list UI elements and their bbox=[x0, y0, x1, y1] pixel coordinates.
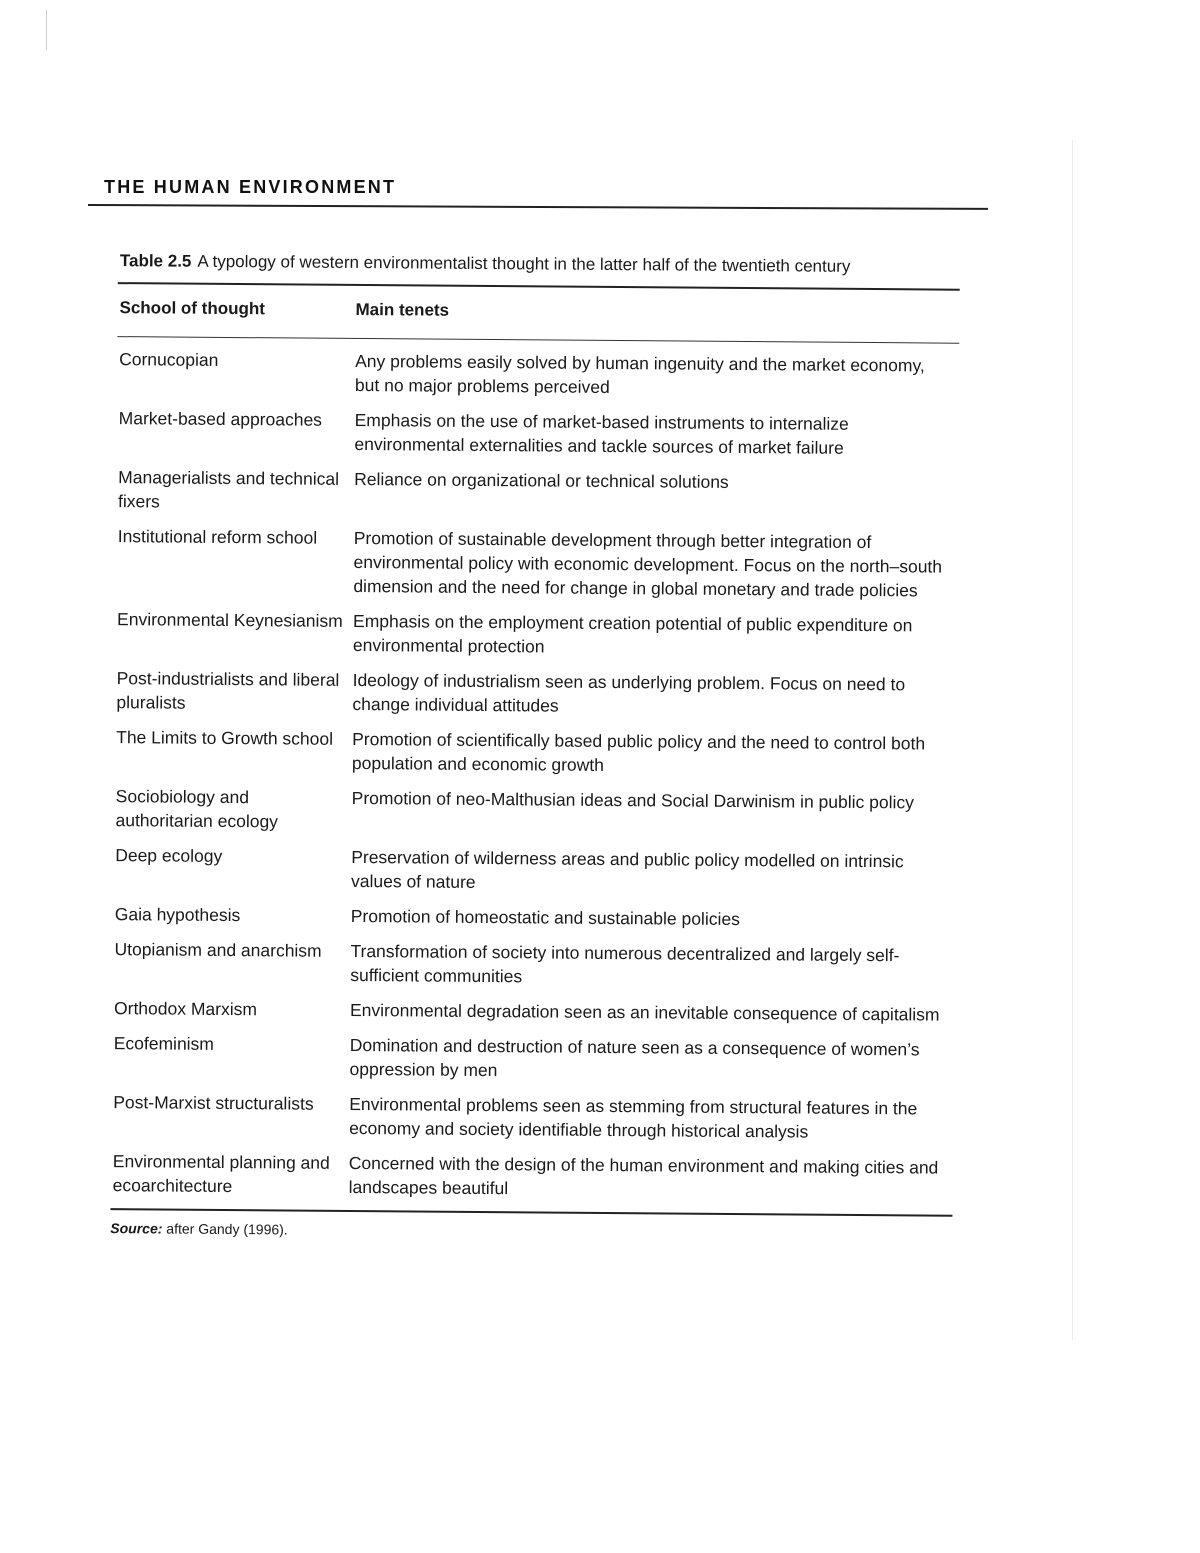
running-head-rule bbox=[88, 204, 988, 210]
tenet-cell: Emphasis on the use of market-based instruments to internalize environmental externalities and tackle sources of market failure bbox=[354, 409, 849, 458]
tenet-cell: Ideology of industrialism seen as underlying problem. Focus on need to change individual attitudes bbox=[352, 669, 906, 716]
tenet-cell: Environmental problems seen as stemming from structural features in the economy and society identifiable through historical analysis bbox=[349, 1093, 918, 1142]
school-cell: Sociobiology and authoritarian ecology bbox=[115, 786, 279, 832]
tenet-cell: Transformation of society into numerous decentralized and largely self-sufficient communities bbox=[350, 940, 900, 987]
school-cell: Post-Marxist structuralists bbox=[113, 1092, 314, 1114]
tenet-cell: Promotion of sustainable development through better integration of environmental policy with economic development. Focus on the north–south dimension and the need for change in global monetary and trade policies bbox=[353, 527, 943, 601]
tenet-cell: Concerned with the design of the human environment and making cities and landscapes beautiful bbox=[348, 1152, 939, 1199]
scan-artifact-left bbox=[46, 10, 47, 50]
table-caption bbox=[120, 250, 960, 279]
scan-artifact-right bbox=[1072, 140, 1073, 1340]
school-cell: Environmental planning and ecoarchitecture bbox=[112, 1151, 330, 1197]
running-head: THE HUMAN ENVIRONMENT bbox=[104, 177, 397, 197]
tenet-cell: Promotion of scientifically based public policy and the need to control both population and economic growth bbox=[351, 728, 926, 775]
table-row bbox=[98, 996, 954, 1027]
table-source-note bbox=[110, 1220, 952, 1243]
school-cell: Cornucopian bbox=[119, 349, 219, 370]
school-cell: Environmental Keynesianism bbox=[117, 609, 343, 631]
table-row bbox=[100, 725, 956, 780]
table-row bbox=[101, 524, 958, 603]
school-cell: Gaia hypothesis bbox=[114, 904, 241, 926]
school-cell: Ecofeminism bbox=[113, 1033, 215, 1054]
school-cell: Utopianism and anarchism bbox=[114, 939, 322, 961]
table-caption-text: A typology of western environmentalist thought in the latter half of the twentieth century bbox=[197, 251, 851, 276]
table-row bbox=[99, 902, 955, 933]
tenet-cell: Domination and destruction of nature seen as a consequence of women’s oppression by men bbox=[349, 1034, 920, 1081]
table-row bbox=[99, 784, 955, 839]
tenet-cell: Environmental degradation seen as an inevitable consequence of capitalism bbox=[349, 999, 940, 1025]
source-label: Source: bbox=[110, 1220, 163, 1237]
school-cell: Institutional reform school bbox=[117, 526, 318, 548]
table-header-row bbox=[103, 284, 959, 343]
table-row bbox=[99, 843, 955, 898]
tenet-cell: Promotion of neo-Malthusian ideas and Social Darwinism in public policy bbox=[351, 787, 914, 813]
table-body bbox=[97, 337, 960, 1204]
table-row bbox=[97, 1090, 953, 1145]
table-row bbox=[103, 347, 959, 402]
table-bottom-rule bbox=[110, 1208, 952, 1217]
school-cell: Deep ecology bbox=[115, 845, 223, 866]
table-row bbox=[100, 666, 956, 721]
column-header-school: School of thought bbox=[119, 298, 266, 319]
school-cell: The Limits to Growth school bbox=[116, 727, 334, 749]
column-header-tenets: Main tenets bbox=[355, 299, 450, 320]
table-row bbox=[102, 406, 958, 461]
tenet-cell: Reliance on organizational or technical solutions bbox=[354, 468, 729, 492]
table-row bbox=[98, 937, 954, 992]
table-row bbox=[97, 1031, 953, 1086]
source-text: after Gandy (1996). bbox=[166, 1220, 288, 1238]
table-row bbox=[97, 1149, 953, 1204]
typology-table bbox=[96, 250, 960, 1243]
table-row bbox=[101, 607, 957, 662]
school-cell: Post-industrialists and liberal pluralists bbox=[116, 668, 340, 713]
school-cell: Managerialists and technical fixers bbox=[117, 467, 340, 512]
tenet-cell: Preservation of wilderness areas and public policy modelled on intrinsic values of nature bbox=[350, 846, 904, 892]
tenet-cell: Promotion of homeostatic and sustainable policies bbox=[350, 905, 740, 930]
table-label: Table 2.5 bbox=[119, 251, 192, 271]
table-row bbox=[102, 465, 958, 520]
tenet-cell: Emphasis on the employment creation potential of public expenditure on environmental protection bbox=[352, 610, 913, 657]
tenet-cell: Any problems easily solved by human ingenuity and the market economy, but no major problems perceived bbox=[354, 350, 925, 397]
school-cell: Market-based approaches bbox=[118, 408, 323, 430]
school-cell: Orthodox Marxism bbox=[113, 998, 258, 1020]
